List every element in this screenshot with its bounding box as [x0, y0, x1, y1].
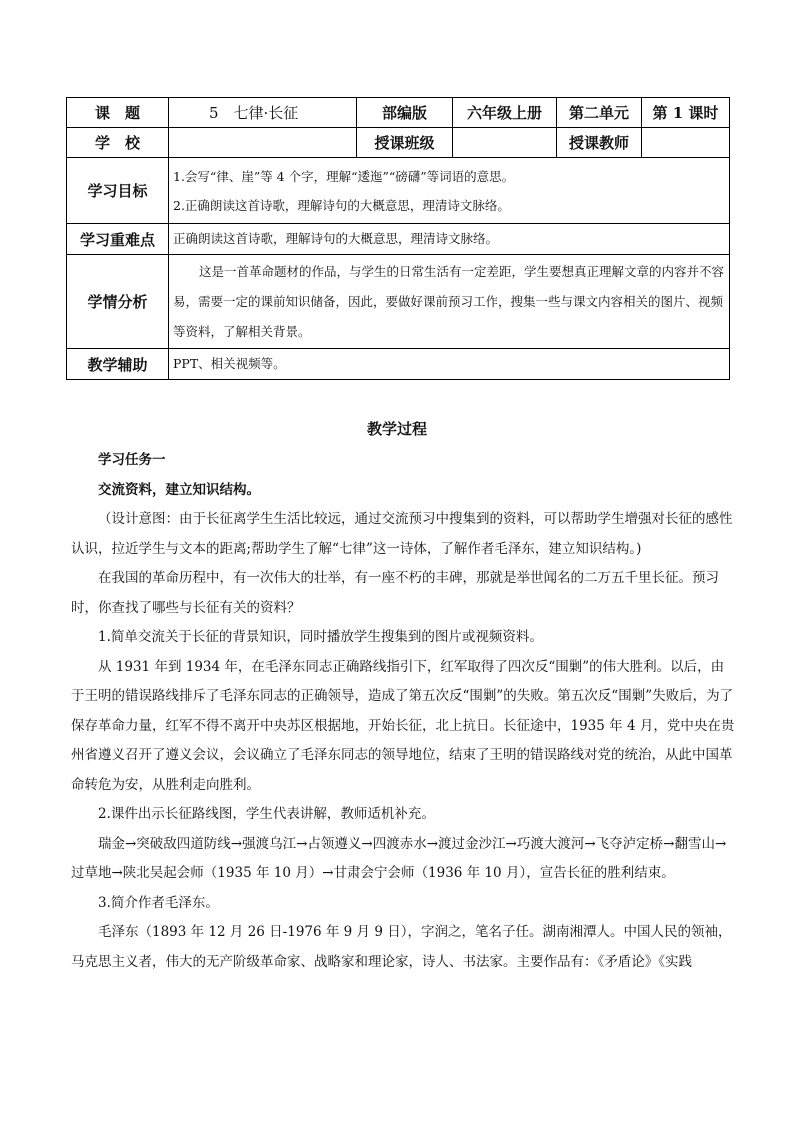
step-3: 3.简介作者毛泽东。 [98, 894, 219, 911]
step-2: 2.课件出示长征路线图，学生代表讲解，教师适机补充。 [98, 806, 435, 822]
period: 第 1 课时 [642, 98, 730, 128]
objective-1: 1.会写“律、崖”等 4 个字，理解“逶迤”“磅礴”等词语的意思。 [173, 168, 515, 184]
row-aids [67, 349, 730, 380]
intro-paragraph: 在我国的革命历程中，有一次伟大的壮举，有一座不朽的丰碑，那就是举世闻名的二万五千里长征。预习时，你查找了哪些与长征有关的资料？ [71, 570, 719, 616]
aids-label: 教学辅助 [67, 349, 169, 380]
row-key-points [67, 224, 730, 255]
teaching-process-body [71, 446, 735, 977]
author-paragraph: 毛泽东（1893 年 12 月 26 日-1976 年 9 月 9 日），字润之，笔名子任。湖南湘潭人。中国人民的领袖，马克思主义者，伟大的无产阶级革命家、战略家和理论家，诗人、书法家。主要作品有：《矛盾论》《实践 [71, 924, 732, 970]
class-value [453, 128, 557, 158]
key-points-label: 学习重难点 [67, 224, 169, 255]
school-value [169, 128, 357, 158]
background-paragraph: 从 1931 年到 1934 年，在毛泽东同志正确路线指引下，红军取得了四次反“围剿”的伟大胜利。以后，由于王明的错误路线排斥了毛泽东同志的正确领导，造成了第五次反“围剿”的失败。第五次反“围剿”失败后，为了保存革命力量，红军不得不离开中央苏区根据地，开始长征，北上抗日。长征途中，1935 年 4 月，党中央在贵州省遵义召开了遵义会议，会议确立了毛泽东同志的领导地位，结束了王明的错误路线对党的统治，从此中国革命转危为安，从胜利走向胜利。 [71, 658, 735, 793]
row-analysis [67, 255, 730, 349]
step-1: 1.简单交流关于长征的背景知识，同时播放学生搜集到的图片或视频资料。 [98, 629, 543, 645]
row-topic [67, 98, 730, 128]
lesson-title: 5 七律·长征 [169, 98, 357, 128]
route-paragraph: 瑞金→突破敌四道防线→强渡乌江→占领遵义→四渡赤水→渡过金沙江→巧渡大渡河→飞夺泸定桥→翻雪山→过草地→陕北吴起会师（1935 年 10 月）→甘肃会宁会师（1936 年 10 月），宣告长征的胜利结束。 [71, 835, 727, 881]
design-intent: （设计意图：由于长征离学生生活比较远，通过交流预习中搜集到的资料，可以帮助学生增强对长征的感性认识，拉近学生与文本的距离;帮助学生了解“七律”这一诗体，了解作者毛泽东，建立知识结构。) [71, 511, 733, 557]
analysis-label: 学情分析 [67, 255, 169, 349]
objectives-label: 学习目标 [67, 158, 169, 224]
teacher-value [642, 128, 730, 158]
topic-label: 课 题 [67, 98, 169, 128]
class-label: 授课班级 [357, 128, 453, 158]
objective-2: 2.正确朗读这首诗歌，理解诗句的大概意思，理清诗文脉络。 [173, 197, 510, 213]
row-school [67, 128, 730, 158]
task-heading: 学习任务一 [98, 452, 166, 468]
school-label: 学 校 [67, 128, 169, 158]
grade: 六年级上册 [453, 98, 557, 128]
aids-content: PPT、相关视频等。 [169, 349, 730, 380]
edition: 部编版 [357, 98, 453, 128]
task-subtitle: 交流资料，建立知识结构。 [98, 481, 260, 498]
row-objectives [67, 158, 730, 224]
lesson-info-table [66, 97, 730, 380]
unit: 第二单元 [557, 98, 642, 128]
key-points-content: 正确朗读这首诗歌，理解诗句的大概意思，理清诗文脉络。 [169, 224, 730, 255]
section-title: 教学过程 [366, 420, 427, 438]
teacher-label: 授课教师 [557, 128, 642, 158]
objectives-content [169, 158, 730, 224]
analysis-content: 这是一首革命题材的作品，与学生的日常生活有一定差距，学生要想真正理解文章的内容并不容易，需要一定的课前知识储备，因此，要做好课前预习工作，搜集一些与课文内容相关的图片、视频等资料，了解相关背景。 [169, 255, 730, 349]
